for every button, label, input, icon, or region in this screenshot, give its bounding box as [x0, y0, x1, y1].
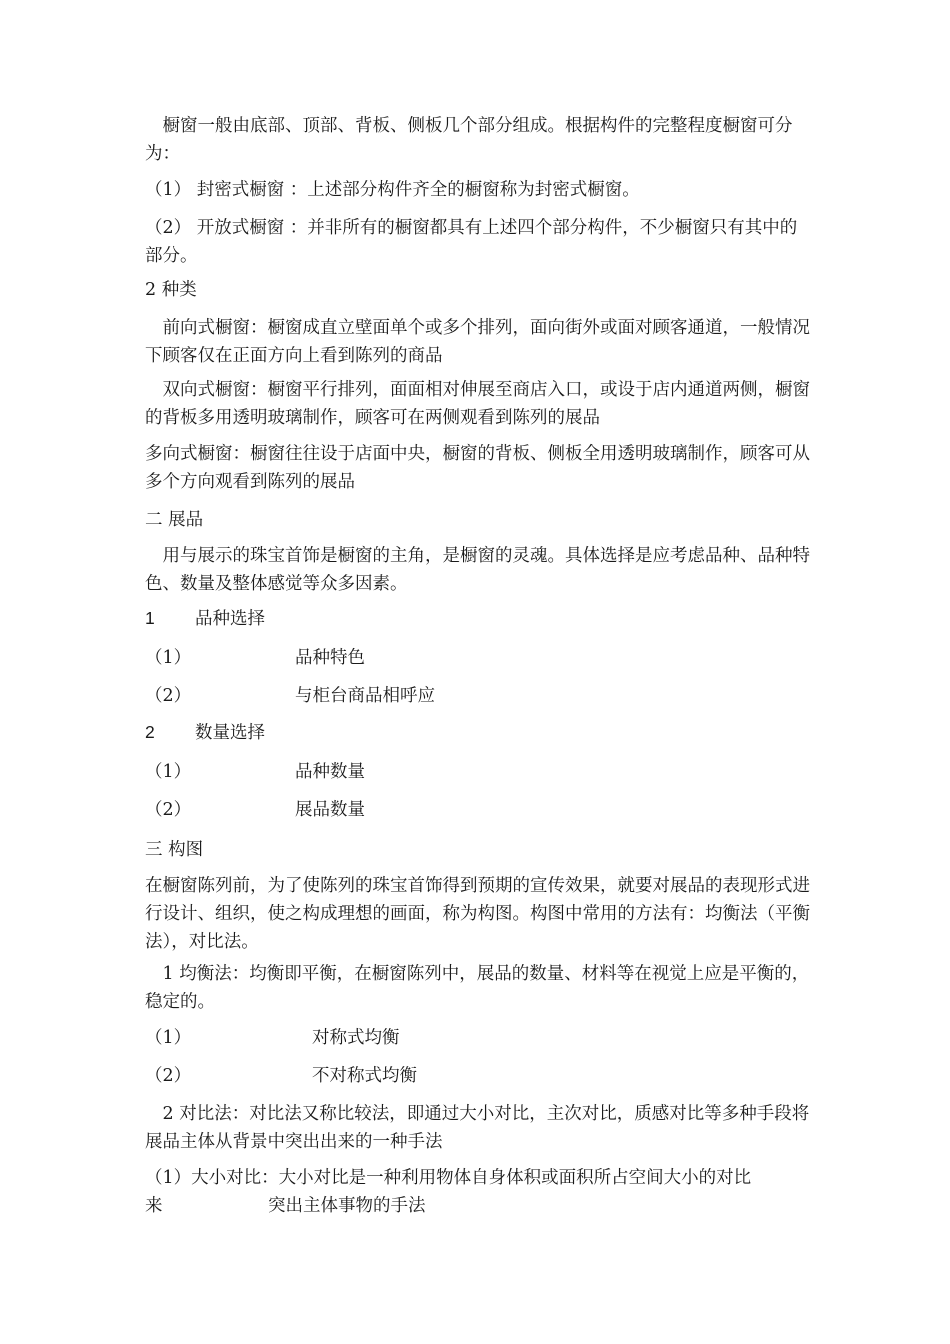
section-quantity-selection — [145, 718, 810, 747]
paragraph-closed-window: （1） 封密式橱窗 ：上述部分构件齐全的橱窗称为封密式橱窗。 — [145, 180, 640, 200]
paragraph-intro: 橱窗一般由底部、顶部、背板、侧板几个部分组成。根据构件的完整程度橱窗可分为： — [145, 116, 793, 164]
paragraph-contrast: 2 对比法：对比法又称比较法，即通过大小对比，主次对比，质感对比等多种手段将展品主体从背景中突出出来的一种手法 — [145, 1104, 810, 1152]
list-item-number: （1） — [145, 1028, 192, 1048]
heading-types: 2 种类 — [145, 280, 197, 300]
section-variety-selection — [145, 604, 810, 633]
list-item — [145, 682, 810, 710]
list-item-text: 品种特色 — [295, 648, 365, 668]
paragraph-balance: 1 均衡法：均衡即平衡，在橱窗陈列中，展品的数量、材料等在视觉上应是平衡的，稳定的。 — [145, 964, 810, 1012]
list-item-number: （1） — [145, 762, 192, 782]
section-title: 数量选择 — [195, 723, 265, 743]
list-item-number: （1） — [145, 648, 192, 668]
line-start: 来 — [145, 1196, 163, 1216]
list-item — [145, 1062, 810, 1090]
list-item-text: 展品数量 — [295, 800, 365, 820]
list-item — [145, 644, 810, 672]
list-item-number: （2） — [145, 1066, 192, 1086]
list-item-text: 与柜台商品相呼应 — [295, 686, 435, 706]
section-title: 品种选择 — [195, 609, 265, 629]
paragraph-size-contrast — [145, 1164, 810, 1220]
section-number: 1 — [145, 608, 155, 628]
list-item-text: 品种数量 — [295, 762, 365, 782]
paragraph-front-window: 前向式橱窗：橱窗成直立壁面单个或多个排列，面向街外或面对顾客通道，一般情况下顾客仅在正面方向上看到陈列的商品 — [145, 318, 810, 366]
heading-composition: 三 构图 — [145, 840, 204, 860]
list-item-number: （2） — [145, 800, 192, 820]
heading-exhibits: 二 展品 — [145, 510, 204, 530]
line-continuation: 突出主体事物的手法 — [268, 1196, 426, 1216]
paragraph-multi-window: 多向式橱窗：橱窗往往设于店面中央，橱窗的背板、侧板全用透明玻璃制作，顾客可从多个方向观看到陈列的展品 — [145, 444, 810, 492]
list-item — [145, 796, 810, 824]
list-item-number: （2） — [145, 686, 192, 706]
list-item — [145, 758, 810, 786]
paragraph-open-window: （2） 开放式橱窗 ：并非所有的橱窗都具有上述四个部分构件，不少橱窗只有其中的部分。 — [145, 218, 798, 266]
paragraph-line: （1）大小对比：大小对比是一种利用物体自身体积或面积所占空间大小的对比 — [145, 1168, 752, 1188]
list-item-text: 对称式均衡 — [312, 1028, 400, 1048]
list-item — [145, 1024, 810, 1052]
list-item-text: 不对称式均衡 — [312, 1066, 417, 1086]
paragraph-composition: 在橱窗陈列前，为了使陈列的珠宝首饰得到预期的宣传效果，就要对展品的表现形式进行设计、组织，使之构成理想的画面，称为构图。构图中常用的方法有：均衡法（平衡法），对比法。 — [145, 876, 810, 952]
paragraph-double-window: 双向式橱窗：橱窗平行排列，面面相对伸展至商店入口，或设于店内通道两侧，橱窗的背板多用透明玻璃制作，顾客可在两侧观看到陈列的展品 — [145, 380, 810, 428]
paragraph-line — [145, 1192, 810, 1220]
paragraph-exhibits: 用与展示的珠宝首饰是橱窗的主角，是橱窗的灵魂。具体选择是应考虑品种、品种特色、数量及整体感觉等众多因素。 — [145, 546, 810, 594]
section-number: 2 — [145, 722, 155, 742]
